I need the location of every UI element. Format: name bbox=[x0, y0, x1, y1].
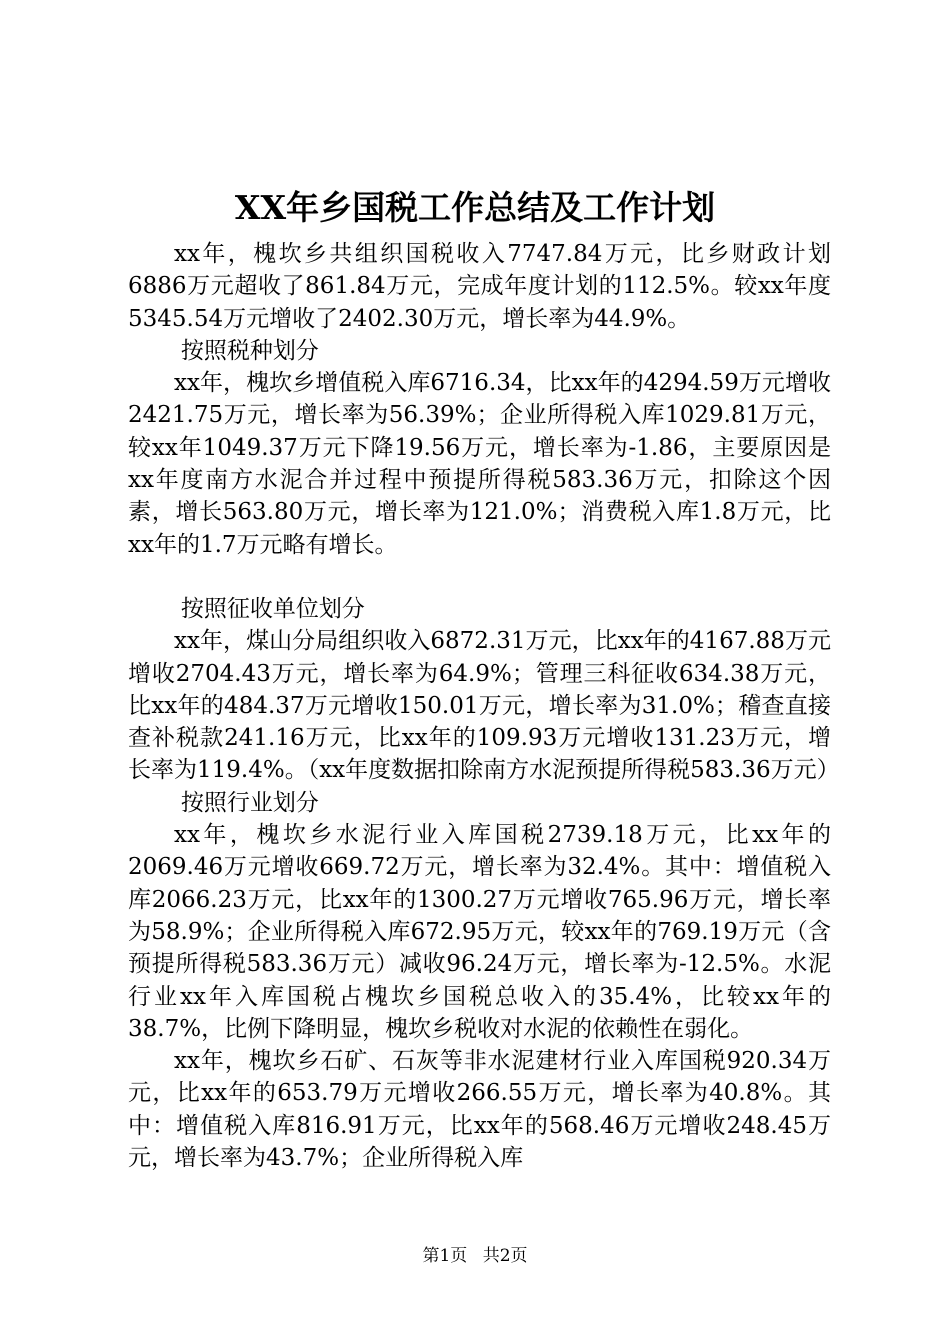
page-number: 第1页 bbox=[422, 1246, 468, 1266]
paragraph-cement-industry: xx年，槐坎乡水泥行业入库国税2739.18万元，比xx年的2069.46万元增收669.72万元，增长率为32.4%。其中：增值税入库2066.23万元，比xx年的1300.27万元增收765.96万元，增长率为58.9%；企业所得税入库672.95万元，较xx年的769.19万元（含预提所得税583.36万元）减收96.24万元，增长率为-12.5%。水泥行业xx年入库国税占槐坎乡国税总收入的35.4%，比较xx年的38.7%，比例下降明显，槐坎乡税收对水泥的依赖性在弱化。 bbox=[128, 822, 831, 1042]
paragraph-spacer bbox=[128, 561, 831, 593]
section-heading-industry: 按照行业划分 bbox=[180, 789, 319, 816]
section-heading-collection-unit: 按照征收单位划分 bbox=[180, 595, 365, 622]
paragraph-collection-unit: xx年，煤山分局组织收入6872.31万元，比xx年的4167.88万元增收2704.43万元，增长率为64.9%；管理三科征收634.38万元，比xx年的484.37万元增收150.01万元，增长率为31.0%；稽查直接查补税款241.16万元，比xx年的109.93万元增收131.23万元，增长率为119.4%。（xx年度数据扣除南方水泥预提所得税583.36万元） bbox=[128, 628, 840, 784]
paragraph-tax-type: xx年，槐坎乡增值税入库6716.34，比xx年的4294.59万元增收2421.75万元，增长率为56.39%；企业所得税入库1029.81万元，较xx年1049.37万元下降19.56万元，增长率为-1.86，主要原因是xx年度南方水泥合并过程中预提所得税583.36万元，扣除这个因素，增长563.80万元，增长率为121.0%；消费税入库1.8万元，比xx年的1.7万元略有增长。 bbox=[128, 370, 831, 558]
document-title: XX年乡国税工作总结及工作计划 bbox=[234, 188, 716, 227]
section-heading-tax-type: 按照税种划分 bbox=[180, 337, 319, 364]
paragraph-summary: xx年，槐坎乡共组织国税收入7747.84万元，比乡财政计划6886万元超收了861.84万元，完成年度计划的112.5%。较xx年度5345.54万元增收了2402.30万元，增长率为44.9%。 bbox=[128, 241, 831, 332]
page-footer bbox=[0, 1244, 950, 1268]
paragraph-non-cement-industry: xx年，槐坎乡石矿、石灰等非水泥建材行业入库国税920.34万元，比xx年的653.79万元增收266.55万元，增长率为40.8%。其中：增值税入库816.91万元，比xx年的568.46万元增收248.45万元，增长率为43.7%；企业所得税入库 bbox=[128, 1048, 831, 1172]
page-total: 共2页 bbox=[482, 1246, 528, 1266]
document-body bbox=[128, 238, 840, 1174]
